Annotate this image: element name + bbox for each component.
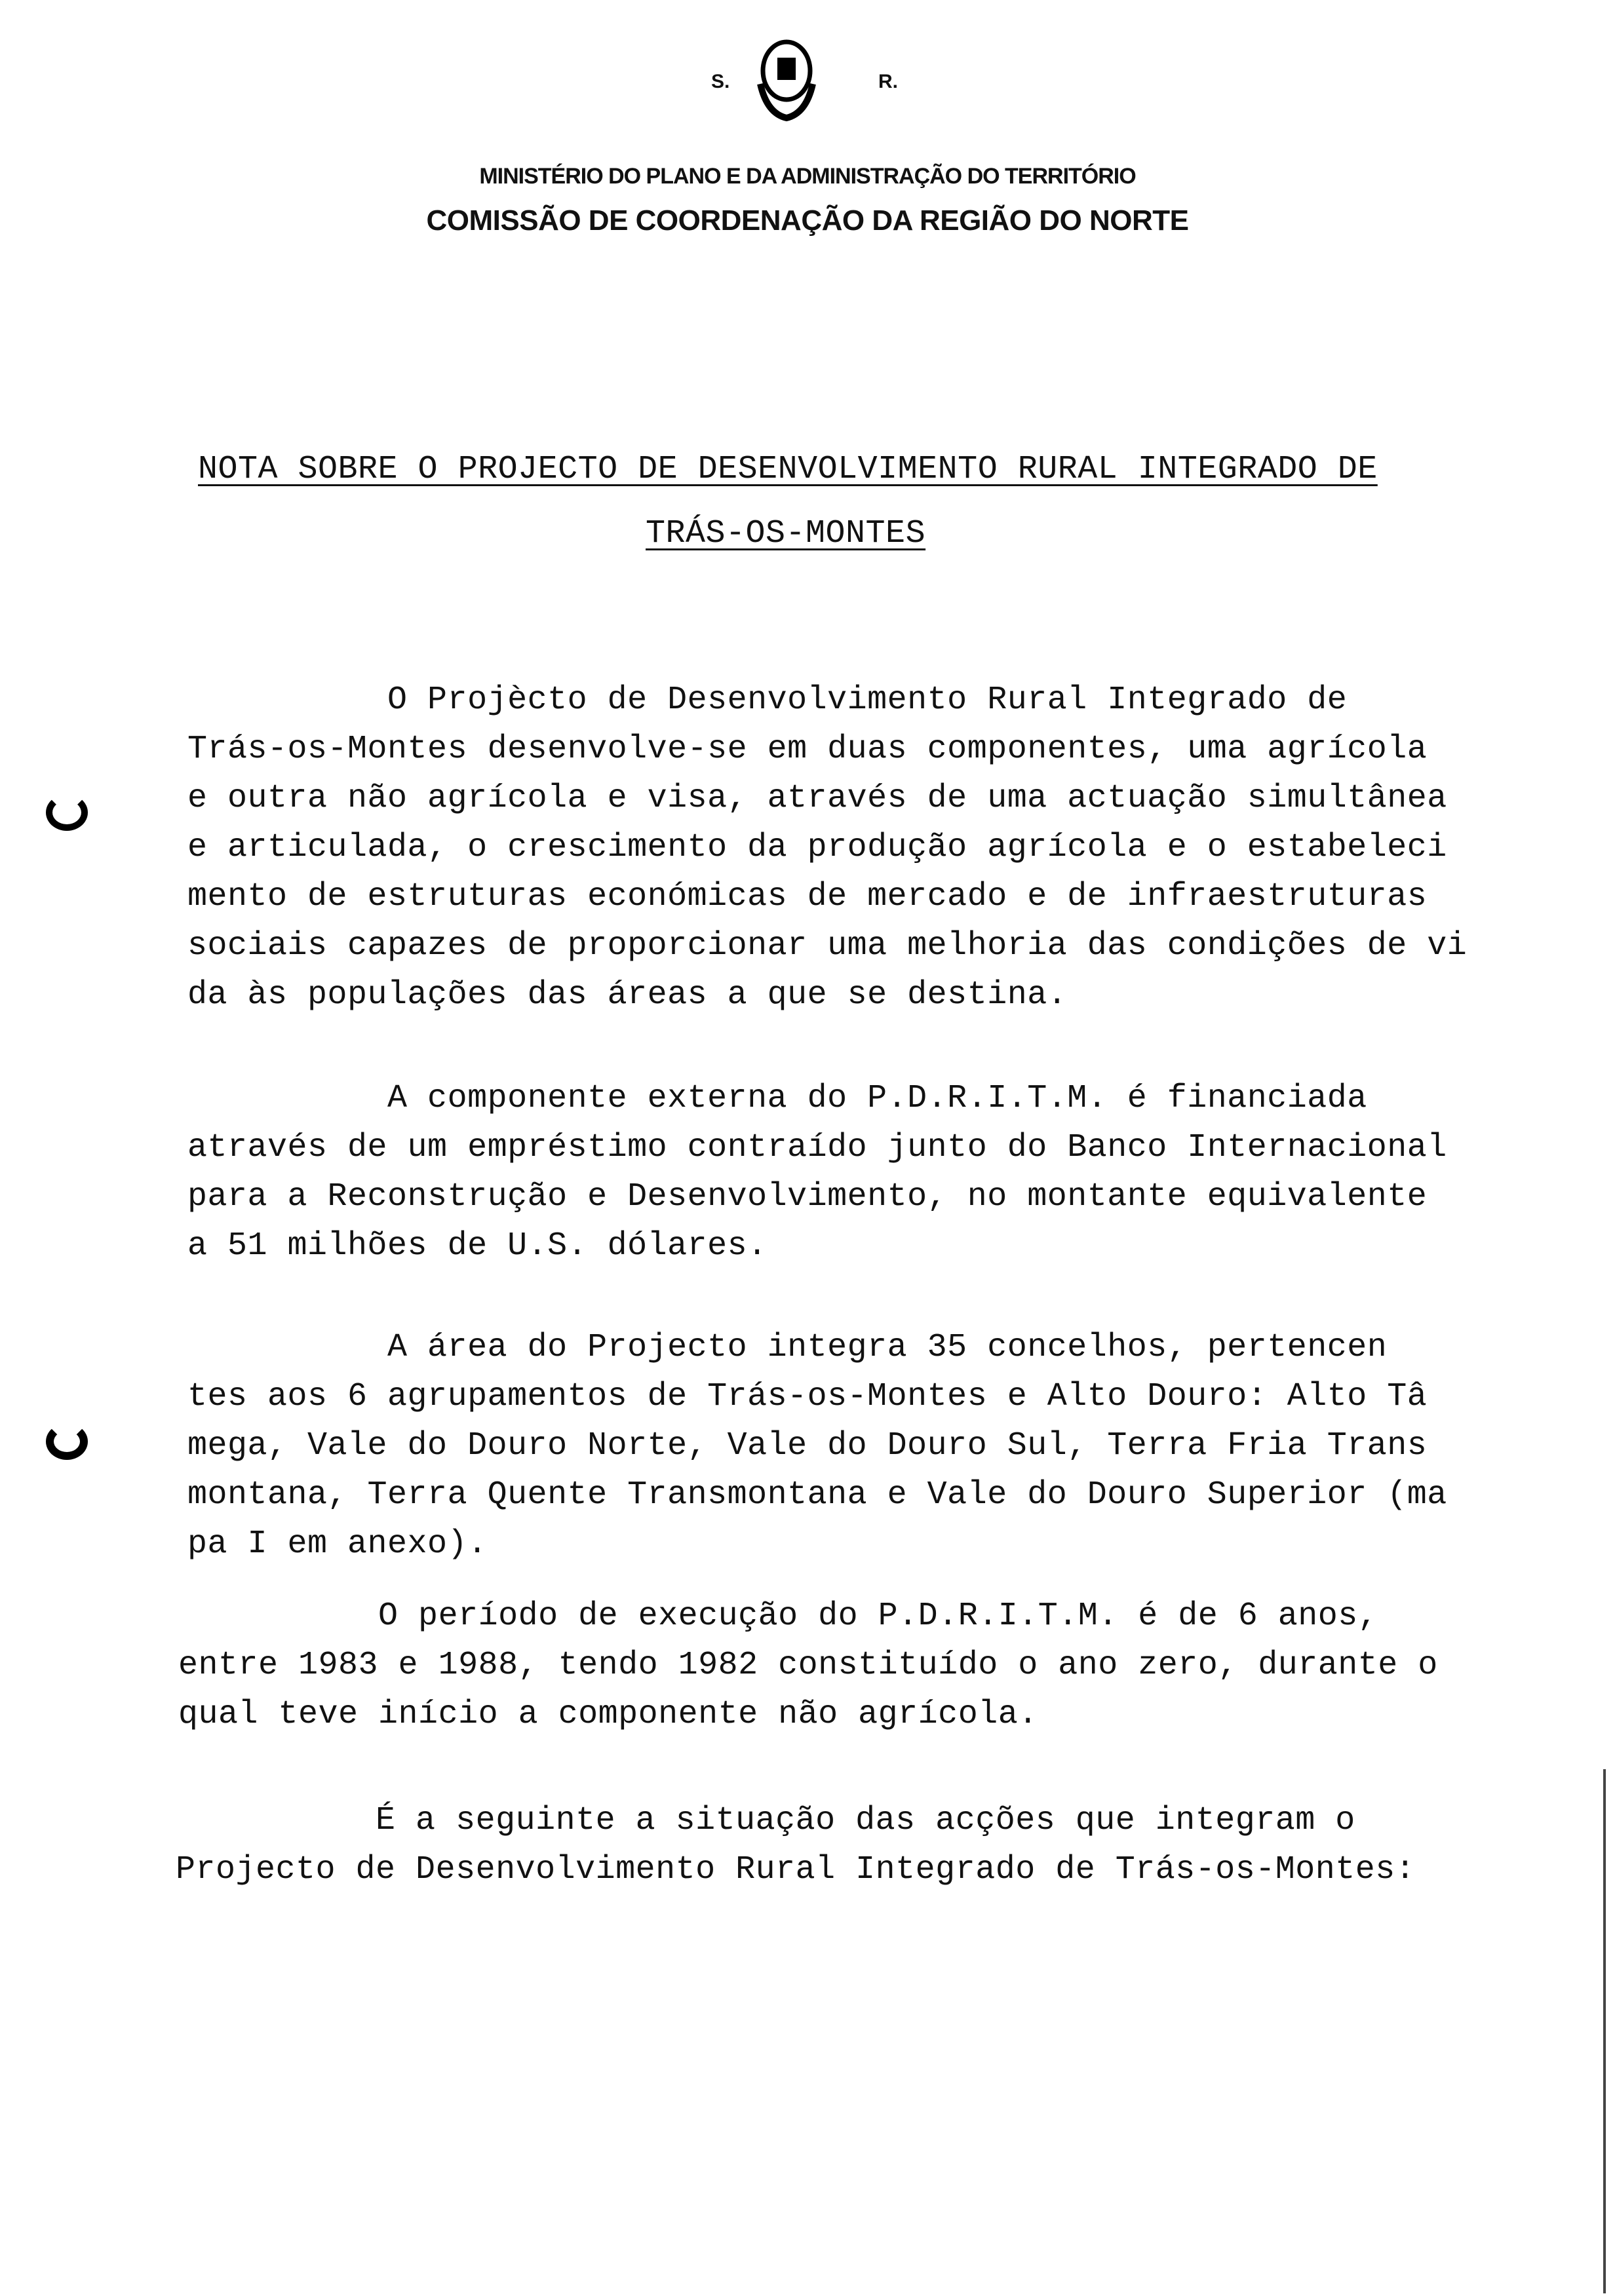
text-line: O período de execução do P.D.R.I.T.M. é de 6 anos, (178, 1598, 1378, 1635)
text-line: mento de estruturas económicas de mercado e de infraestruturas (187, 878, 1428, 915)
punch-hole-mark (46, 794, 88, 831)
text-line: É a seguinte a situação das acções que integram o (176, 1802, 1355, 1839)
commission-name: COMISSÃO DE COORDENAÇÃO DA REGIÃO DO NORTE (426, 204, 1189, 237)
paragraph-5 (176, 1802, 1415, 1900)
paragraph-4 (178, 1598, 1438, 1745)
text-line: e outra não agrícola e visa, através de uma actuação simultânea (187, 780, 1447, 817)
text-line: entre 1983 e 1988, tendo 1982 constituído o ano zero, durante o (178, 1647, 1438, 1684)
text-line: sociais capazes de proporcionar uma melhoria das condições de vi (187, 927, 1468, 965)
letterhead-left-initial: S. (711, 71, 730, 92)
text-line: tes aos 6 agrupamentos de Trás-os-Montes e Alto Douro: Alto Tâ (187, 1378, 1428, 1415)
ministry-name: MINISTÉRIO DO PLANO E DA ADMINISTRAÇÃO DO TERRITÓRIO (479, 164, 1136, 189)
text-line: a 51 milhões de U.S. dólares. (187, 1227, 768, 1265)
coat-of-arms-icon (747, 31, 826, 123)
text-line: através de um empréstimo contraído junto do Banco Internacional (187, 1129, 1447, 1166)
text-line: A componente externa do P.D.R.I.T.M. é financiada (187, 1080, 1367, 1117)
paragraph-2 (187, 1080, 1447, 1276)
text-line: da às populações das áreas a que se destina. (187, 976, 1068, 1014)
paragraph-1 (187, 681, 1467, 1025)
text-line: pa I em anexo). (187, 1525, 488, 1563)
letterhead-right-initial: R. (878, 71, 898, 92)
text-line: e articulada, o crescimento da produção agrícola e o estabeleci (187, 829, 1447, 866)
document-title-line2: TRÁS-OS-MONTES (646, 515, 926, 552)
text-line: mega, Vale do Douro Norte, Vale do Douro Sul, Terra Fria Trans (187, 1427, 1428, 1464)
punch-hole-mark (46, 1423, 88, 1460)
text-line: para a Reconstrução e Desenvolvimento, no montante equivalente (187, 1178, 1428, 1215)
paragraph-3 (187, 1329, 1447, 1575)
document-title-line1: NOTA SOBRE O PROJECTO DE DESENVOLVIMENTO RURAL INTEGRADO DE (198, 451, 1378, 488)
text-line: O Projècto de Desenvolvimento Rural Integrado de (187, 681, 1348, 719)
text-line: Projecto de Desenvolvimento Rural Integrado de Trás-os-Montes: (176, 1851, 1416, 1888)
text-line: Trás-os-Montes desenvolve-se em duas componentes, uma agrícola (187, 731, 1428, 768)
text-line: montana, Terra Quente Transmontana e Vale do Douro Superior (ma (187, 1476, 1447, 1514)
text-line: qual teve início a componente não agrícola. (178, 1696, 1038, 1733)
text-line: A área do Projecto integra 35 concelhos, pertencen (187, 1329, 1388, 1366)
page-edge-line (1603, 1769, 1606, 2293)
